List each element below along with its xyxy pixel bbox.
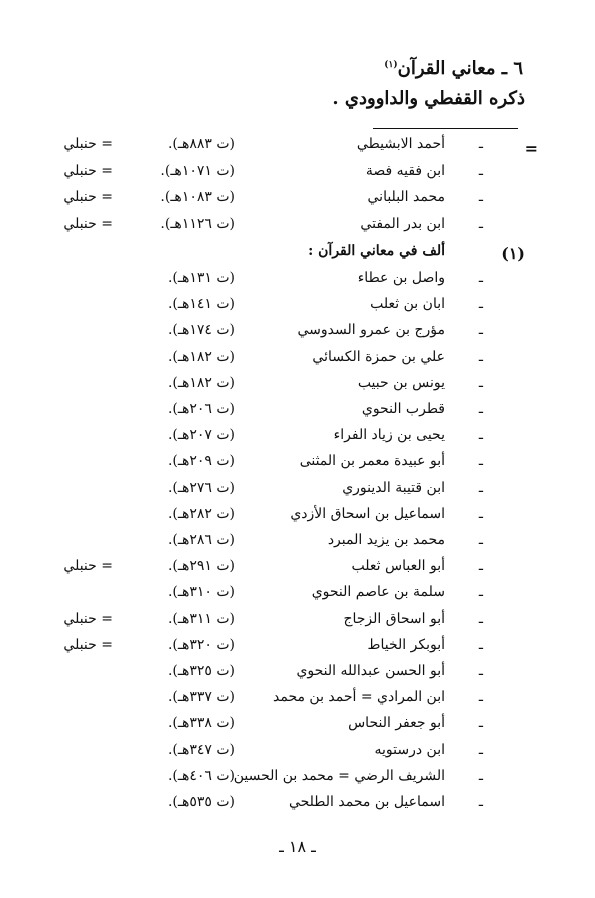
entry-death-date: (ت ٣٢٥هـ).	[167, 663, 235, 679]
entry-name: ابن قتيبة الدينوري	[342, 479, 445, 496]
section-title	[384, 58, 523, 79]
entry-name: أبو اسحاق الزجاج	[343, 610, 445, 627]
entry-dash: ـ	[478, 558, 483, 575]
entry-dash: ـ	[478, 136, 483, 152]
entry-death-date: (ت ٥٣٥هـ).	[167, 794, 235, 810]
entry-name: واصل بن عطاء	[357, 270, 445, 286]
entry-dash: ـ	[478, 532, 483, 548]
entry-dash: ـ	[478, 767, 483, 784]
entry-name: ابن المرادي = أحمد بن محمد	[273, 689, 445, 706]
entry-madhhab-note: = حنبلي	[63, 162, 113, 179]
entry-name: مؤرج بن عمرو السدوسي	[297, 322, 445, 339]
page-number: ـ ١٨ ـ	[279, 837, 316, 856]
entry-dash: ـ	[478, 162, 483, 179]
entry-name: أبو جعفر النحاس	[348, 715, 445, 732]
entry-name: ابن بدر المفتي	[360, 215, 445, 232]
entry-death-date: (ت ٢٨٦هـ).	[167, 532, 235, 548]
entry-death-date: (ت ١٤١هـ).	[167, 296, 235, 313]
entry-dash: ـ	[478, 189, 483, 205]
entry-name: سلمة بن عاصم النحوي	[311, 584, 445, 601]
group2-heading: ألف في معاني القرآن :	[308, 243, 445, 259]
entry-death-date: (ت ٣٢٠هـ).	[167, 636, 235, 653]
entry-name: ابان بن ثعلب	[370, 296, 445, 313]
entry-death-date: (ت ٢٩١هـ).	[167, 558, 235, 575]
section-subtitle: ذكره القفطي والداوودي .	[332, 88, 525, 109]
section-number: ٦ ـ	[501, 58, 523, 79]
entry-dash: ـ	[478, 348, 483, 365]
entry-death-date: (ت ٨٨٣هـ).	[167, 136, 235, 152]
entry-dash: ـ	[478, 374, 483, 391]
entry-name: قطرب النحوي	[361, 401, 445, 417]
entry-death-date: (ت ٢٠٩هـ).	[167, 453, 235, 470]
entry-name: اسماعيل بن محمد الطلحي	[288, 794, 445, 810]
entry-dash: ـ	[478, 505, 483, 522]
entry-name: أبو العباس ثعلب	[351, 558, 445, 575]
footnote-ref: (١)	[384, 60, 398, 70]
entry-death-date: (ت ١٧٤هـ).	[167, 322, 235, 339]
entry-death-date: (ت ٢٨٢هـ).	[167, 505, 235, 522]
entry-dash: ـ	[478, 479, 483, 496]
entry-madhhab-note: = حنبلي	[63, 215, 113, 232]
entry-name: يحيى بن زياد الفراء	[333, 427, 445, 444]
group2-marker: (١)	[501, 244, 525, 263]
entry-death-date: (ت ٢٠٧هـ).	[167, 427, 235, 444]
entry-death-date: (ت ١١٢٦هـ).	[160, 215, 235, 232]
section-title-text: معاني القرآن	[397, 58, 496, 79]
entry-death-date: (ت ٣١١هـ).	[167, 610, 235, 627]
entry-name: أحمد الابشيطي	[356, 136, 445, 152]
entry-death-date: (ت ٤٠٦هـ).	[167, 767, 235, 784]
divider-rule	[373, 128, 518, 129]
entry-name: الشريف الرضي = محمد بن الحسين	[233, 767, 445, 784]
entry-death-date: (ت ١٠٨٣هـ).	[160, 189, 235, 205]
entry-name: أبو الحسن عبدالله النحوي	[296, 663, 445, 679]
group1-marker: =	[524, 139, 538, 158]
entry-dash: ـ	[478, 636, 483, 653]
entry-dash: ـ	[478, 270, 483, 286]
entry-death-date: (ت ٣١٠هـ).	[167, 584, 235, 601]
entry-name: ابن درستويه	[374, 741, 445, 758]
entry-dash: ـ	[478, 610, 483, 627]
entry-dash: ـ	[478, 715, 483, 732]
entry-name: محمد بن يزيد المبرد	[327, 532, 445, 548]
entry-dash: ـ	[478, 401, 483, 417]
entry-death-date: (ت ٣٤٧هـ).	[167, 741, 235, 758]
entry-name: علي بن حمزة الكسائي	[312, 348, 445, 365]
entry-death-date: (ت ٢٠٦هـ).	[167, 401, 235, 417]
entry-madhhab-note: = حنبلي	[63, 610, 113, 627]
entry-name: يونس بن حبيب	[357, 374, 445, 391]
entry-death-date: (ت ١٨٢هـ).	[167, 348, 235, 365]
entry-death-date: (ت ١٨٢هـ).	[167, 374, 235, 391]
entry-dash: ـ	[478, 453, 483, 470]
entry-madhhab-note: = حنبلي	[63, 189, 113, 205]
entry-name: ابن فقيه فصة	[365, 162, 445, 179]
entry-madhhab-note: = حنبلي	[63, 636, 113, 653]
entry-dash: ـ	[478, 215, 483, 232]
entry-dash: ـ	[478, 689, 483, 706]
entry-death-date: (ت ٣٣٧هـ).	[167, 689, 235, 706]
entry-dash: ـ	[478, 741, 483, 758]
entry-death-date: (ت ١٠٧١هـ).	[160, 162, 235, 179]
entry-dash: ـ	[478, 794, 483, 810]
entry-dash: ـ	[478, 584, 483, 601]
entry-death-date: (ت ٢٧٦هـ).	[167, 479, 235, 496]
entry-dash: ـ	[478, 296, 483, 313]
entry-madhhab-note: = حنبلي	[63, 558, 113, 575]
entry-madhhab-note: = حنبلي	[63, 136, 113, 152]
entry-name: محمد البلباني	[367, 189, 445, 205]
entry-dash: ـ	[478, 427, 483, 444]
entry-dash: ـ	[478, 663, 483, 679]
entry-death-date: (ت ١٣١هـ).	[167, 270, 235, 286]
entry-name: أبو عبيدة معمر بن المثنى	[299, 453, 445, 470]
entry-dash: ـ	[478, 322, 483, 339]
entry-name: أبوبكر الخياط	[367, 636, 445, 653]
entry-name: اسماعيل بن اسحاق الأزدي	[290, 505, 445, 522]
entry-death-date: (ت ٣٣٨هـ).	[167, 715, 235, 732]
